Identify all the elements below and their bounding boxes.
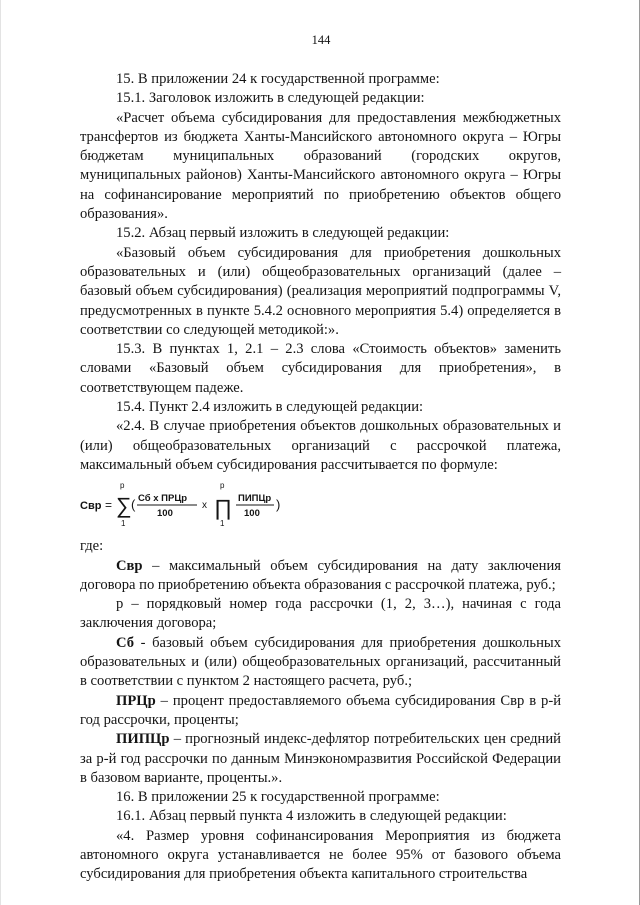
paragraph: 15.3. В пунктах 1, 2.1 – 2.3 слова «Стоимость объектов» заменить словами «Базовый объем субсидирования для приобретения», в соответствующем падеже. (80, 341, 561, 396)
paragraph: 16. В приложении 25 к государственной программе: (116, 789, 440, 806)
paragraph: 15.2. Абзац первый изложить в следующей редакции: (116, 225, 450, 242)
formula-denominator-1: 100 (157, 508, 173, 520)
definition (80, 692, 561, 731)
definition-text: – максимальный объем субсидирования на дату заключения договора по приобретению объекта образования с рассрочкой платежа, руб.; (80, 557, 561, 593)
formula-left-paren: ( (131, 497, 136, 513)
formula-numerator-1: Сб х ПРЦр (138, 493, 188, 505)
formula-sum-lower: 1 (121, 519, 126, 529)
formula-equals: = (105, 498, 113, 513)
definition-symbol: ПРЦр (116, 692, 156, 709)
formula-prod-lower: 1 (220, 519, 225, 529)
paragraph: «Расчет объема субсидирования для предоставления межбюджетных трансфертов из бюджета Ханты-Мансийского автономного округа – Югры бюджетам муниципальных образований (городских округов, муниципальных районов) Ханты-Мансийского автономного округа – Югры на софинансирование мероприятий по приобретению объектов общего образования». (80, 109, 561, 223)
paragraph-where: где: (80, 538, 104, 555)
definition (80, 730, 561, 788)
formula-sum-sign: ∑ (116, 493, 132, 519)
definition (80, 557, 561, 596)
document-body (80, 70, 561, 885)
formula-prod-upper: p (220, 481, 225, 491)
formula-lhs: Свр (80, 500, 102, 513)
formula-denominator-2: 100 (244, 508, 260, 520)
paragraph: «4. Размер уровня софинансирования Мероприятия из бюджета автономного округа устанавливается не более 95% от базового объема субсидирования для приобретения объекта капитального строительства (80, 827, 561, 883)
formula-right-paren: ) (276, 497, 281, 513)
page-number: 144 (311, 33, 331, 47)
paragraph: «Базовый объем субсидирования для приобретения дошкольных образовательных и (или) общеобразовательных организаций (далее – базовый объем субсидирования) (реализация мероприятий подпрограммы V, предусмотренных в пункте 5.4.2 основного мероприятия 5.4) определяется в соответствии со следующей методикой:». (80, 244, 561, 338)
formula-sum-upper: p (120, 481, 125, 491)
paragraph: 15.4. Пункт 2.4 изложить в следующей редакции: (116, 399, 424, 416)
definition-symbol: Сб (116, 634, 135, 651)
formula-svg (80, 477, 380, 533)
formula-prod-sign: ∏ (214, 495, 233, 521)
definition-text: – процент предоставляемого объема субсидирования Свр в р-й год рассрочки, проценты; (80, 692, 561, 728)
paragraph: 15. В приложении 24 к государственной программе: (116, 71, 440, 87)
formula (80, 477, 561, 533)
definition-text: - базовый объем субсидирования для приобретения дошкольных образовательных и (или) общеобразовательных организаций, рассчитанный в соответствии с пунктом 2 настоящего расчета, руб.; (80, 634, 561, 690)
definition-symbol: Свр (116, 557, 143, 574)
paragraph: 15.1. Заголовок изложить в следующей редакции: (116, 90, 425, 107)
formula-numerator-2: ПИПЦр (238, 493, 272, 505)
formula-times: х (202, 500, 207, 512)
definition: р – порядковый номер года рассрочки (1, 2, 3…), начиная с года заключения договора; (80, 596, 561, 632)
definition-text: – прогнозный индекс-дефлятор потребительских цен средний за р-й год рассрочки по данным Минэкономразвития Российской Федерации в базовом варианте, проценты.». (80, 731, 561, 786)
definition-symbol: ПИПЦр (116, 731, 170, 748)
definition (80, 634, 561, 692)
paragraph: «2.4. В случае приобретения объектов дошкольных образовательных и (или) общеобразовательных организаций с рассрочкой платежа, максимальный объем субсидирования рассчитывается по формуле: (80, 418, 561, 473)
paragraph: 16.1. Абзац первый пункта 4 изложить в следующей редакции: (116, 808, 507, 825)
